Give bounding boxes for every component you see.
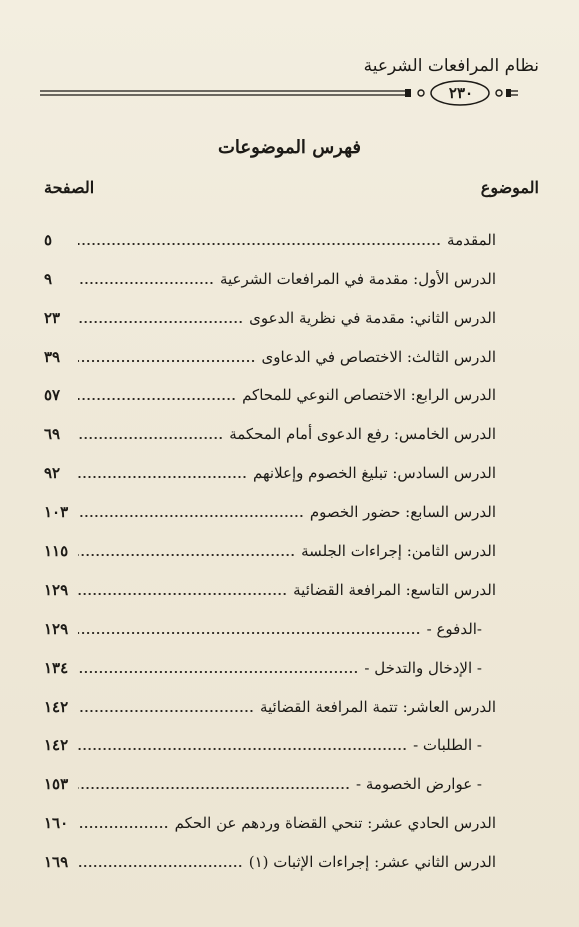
toc-entry-label: الدرس الأول: مقدمة في المرافعات الشرعية bbox=[219, 269, 496, 288]
toc-entry[interactable] bbox=[44, 562, 496, 601]
toc-entry-page: ٩ bbox=[44, 269, 53, 288]
page-number: ٢٣٠ bbox=[448, 84, 474, 102]
toc-entry-page: ١١٥ bbox=[44, 542, 69, 561]
toc-entry[interactable] bbox=[44, 368, 496, 407]
toc-entry-label: الدرس الثالث: الاختصاص في الدعاوى bbox=[261, 347, 496, 366]
toc-entry-page: ١٤٢ bbox=[44, 697, 69, 716]
leader-dots bbox=[78, 321, 243, 323]
toc-entry-label: الدرس الرابع: الاختصاص النوعي للمحاكم bbox=[242, 386, 496, 405]
leader-dots bbox=[78, 243, 441, 245]
toc-entry-label: - عوارض الخصومة - bbox=[356, 775, 482, 794]
running-title: نظام المرافعات الشرعية bbox=[363, 56, 539, 76]
leader-dots bbox=[78, 826, 169, 828]
toc-entry-page: ٣٩ bbox=[44, 347, 61, 366]
toc-entry-page: ١٦٩ bbox=[44, 853, 69, 872]
toc-entry-page: ٥٧ bbox=[44, 386, 61, 405]
toc-entry-label: الدرس السابع: حضور الخصوم bbox=[309, 503, 496, 522]
leader-dots bbox=[78, 671, 358, 673]
toc-entry-label: الدرس الثاني عشر: إجراءات الإثبات (١) bbox=[248, 853, 496, 872]
leader-dots bbox=[78, 476, 247, 478]
toc-entry-label: الدرس الحادي عشر: تنحي القضاة وردهم عن الحكم bbox=[174, 814, 496, 833]
toc-subentry[interactable] bbox=[44, 756, 496, 795]
toc-entry-page: ١٦٠ bbox=[44, 814, 69, 833]
toc-entry-label: المقدمة bbox=[447, 230, 496, 249]
leader-dots bbox=[78, 437, 223, 439]
topic-column-heading: الموضوع bbox=[480, 178, 539, 197]
toc-entry[interactable] bbox=[44, 834, 496, 873]
leader-dots bbox=[78, 554, 295, 556]
leader-dots bbox=[78, 593, 287, 595]
leader-dots bbox=[78, 787, 350, 789]
toc-entry-label: الدرس السادس: تبليغ الخصوم وإعلانهم bbox=[253, 464, 496, 483]
toc-entry-label: -الدفوع - bbox=[426, 619, 482, 638]
leader-dots bbox=[78, 398, 236, 400]
toc-entry-label: الدرس الثاني: مقدمة في نظرية الدعوى bbox=[249, 308, 496, 327]
toc-entry[interactable] bbox=[44, 406, 496, 445]
toc-entry-page: ١٣٤ bbox=[44, 658, 69, 677]
leader-dots bbox=[78, 360, 256, 362]
toc-entry[interactable] bbox=[44, 329, 496, 368]
toc-subentry[interactable] bbox=[44, 601, 496, 640]
toc-entry-page: ١٥٣ bbox=[44, 775, 69, 794]
toc-subentry[interactable] bbox=[44, 640, 496, 679]
toc-entry-page: ٢٣ bbox=[44, 308, 61, 327]
toc-entry[interactable] bbox=[44, 523, 496, 562]
toc-entry-label: الدرس التاسع: المرافعة القضائية bbox=[293, 580, 496, 599]
toc-entry-label: - الإدخال والتدخل - bbox=[364, 658, 482, 677]
toc-entry-page: ١٠٣ bbox=[44, 503, 69, 522]
toc-entry[interactable] bbox=[44, 445, 496, 484]
toc-entries bbox=[44, 212, 496, 873]
leader-dots bbox=[78, 632, 421, 634]
toc-entry-page: ٦٩ bbox=[44, 425, 61, 444]
toc-entry-label: الدرس الخامس: رفع الدعوى أمام المحكمة bbox=[229, 425, 496, 444]
toc-entry-label: - الطلبات - bbox=[413, 736, 482, 755]
toc-entry[interactable] bbox=[44, 212, 496, 251]
toc-entry-page: ٥ bbox=[44, 230, 53, 249]
leader-dots bbox=[78, 710, 254, 712]
toc-entry-page: ١٢٩ bbox=[44, 580, 69, 599]
toc-title: فهرس الموضوعات bbox=[217, 137, 361, 158]
toc-entry-page: ٩٢ bbox=[44, 464, 61, 483]
toc-entry-page: ١٤٢ bbox=[44, 736, 69, 755]
toc-entry-label: الدرس العاشر: تتمة المرافعة القضائية bbox=[259, 697, 496, 716]
toc-entry[interactable] bbox=[44, 251, 496, 290]
toc-entry[interactable] bbox=[44, 484, 496, 523]
leader-dots bbox=[78, 282, 214, 284]
leader-dots bbox=[78, 748, 407, 750]
leader-dots bbox=[78, 865, 243, 867]
leader-dots bbox=[78, 515, 304, 517]
toc-entry[interactable] bbox=[44, 290, 496, 329]
toc-entry-label: الدرس الثامن: إجراءات الجلسة bbox=[301, 542, 496, 561]
page-column-heading: الصفحة bbox=[44, 178, 95, 197]
toc-entry[interactable] bbox=[44, 795, 496, 834]
toc-subentry[interactable] bbox=[44, 718, 496, 757]
toc-entry[interactable] bbox=[44, 679, 496, 718]
toc-entry-page: ١٢٩ bbox=[44, 619, 69, 638]
